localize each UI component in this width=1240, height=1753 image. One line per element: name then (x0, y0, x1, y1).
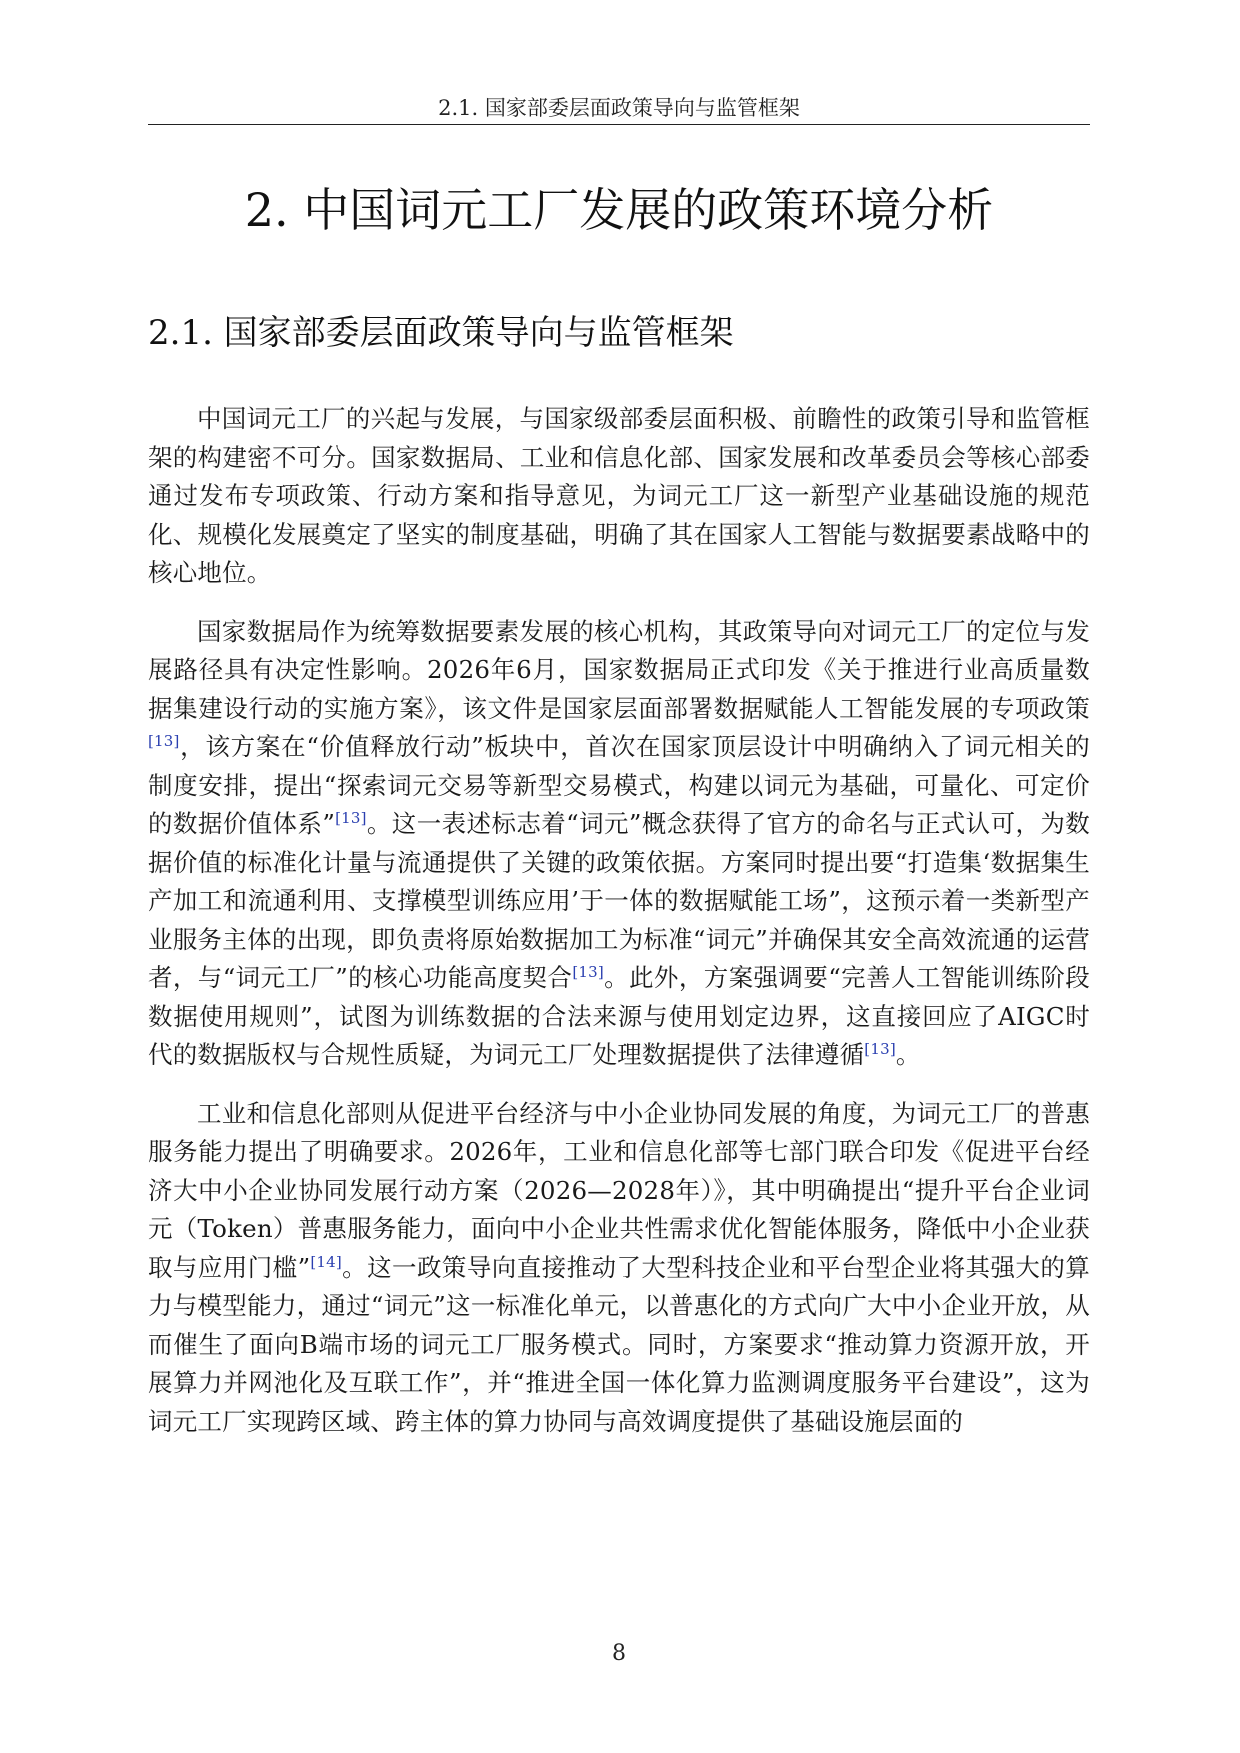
body-text (148, 400, 1090, 1461)
paragraph-text: 工业和信息化部则从促进平台经济与中小企业协同发展的角度，为词元工厂的普惠服务能力提出了明确要求。2026年，工业和信息化部等七部门联合印发《促进平台经济大中小企业协同发展行动方案（2026—2028年）》，其中明确提出“提升平台企业词元（Token）普惠服务能力，面向中小企业共性需求优化智能体服务，降低中小企业获取与应用门槛” (148, 1098, 1090, 1282)
paragraph-2 (148, 613, 1090, 1075)
paragraph-text: ，该方案在“价值释放行动”板块中，首次在国家顶层设计中明确纳入了词元相关的制度安排，提出“探索词元交易等新型交易模式，构建以词元为基础，可量化、可定价的数据价值体系” (148, 732, 1090, 838)
header-rule (148, 124, 1090, 125)
citation-link[interactable]: [13] (335, 808, 367, 827)
citation-link[interactable]: [13] (572, 962, 604, 981)
paragraph-1 (148, 400, 1090, 593)
page-number: 8 (612, 1641, 626, 1666)
citation-link[interactable]: [13] (864, 1039, 896, 1058)
citation-link[interactable]: [14] (310, 1252, 342, 1271)
paragraph-text: 国家数据局作为统筹数据要素发展的核心机构，其政策导向对词元工厂的定位与发展路径具有决定性影响。2026年6月，国家数据局正式印发《关于推进行业高质量数据集建设行动的实施方案》，该文件是国家层面部署数据赋能人工智能发展的专项政策 (148, 616, 1090, 723)
paragraph-text: 中国词元工厂的兴起与发展，与国家级部委层面积极、前瞻性的政策引导和监管框架的构建密不可分。国家数据局、工业和信息化部、国家发展和改革委员会等核心部委通过发布专项政策、行动方案和指导意见，为词元工厂这一新型产业基础设施的规范化、规模化发展奠定了坚实的制度基础，明确了其在国家人工智能与数据要素战略中的核心地位。 (148, 404, 1090, 587)
section-title: 2.1. 国家部委层面政策导向与监管框架 (148, 313, 734, 353)
paragraph-3 (148, 1095, 1090, 1442)
paragraph-text: 。这一表述标志着“词元”概念获得了官方的命名与正式认可，为数据价值的标准化计量与流通提供了关键的政策依据。方案同时提出要“打造集‘数据集生产加工和流通利用、支撑模型训练应用’于一体的数据赋能工场”，这预示着一类新型产业服务主体的出现，即负责将原始数据加工为标准“词元”并确保其安全高效流通的运营者，与“词元工厂”的核心功能高度契合 (148, 809, 1090, 992)
paragraph-text: 。此外，方案强调要“完善人工智能训练阶段数据使用规则”，试图为训练数据的合法来源与使用划定边界，这直接回应了AIGC时代的数据版权与合规性质疑，为词元工厂处理数据提供了法律遵循 (148, 963, 1090, 1069)
citation-link[interactable]: [13] (148, 731, 180, 750)
paragraph-text: 。 (895, 1040, 921, 1069)
chapter-title: 2. 中国词元工厂发展的政策环境分析 (244, 183, 994, 237)
running-header: 2.1. 国家部委层面政策导向与监管框架 (438, 96, 800, 120)
paragraph-text: 。这一政策导向直接推动了大型科技企业和平台型企业将其强大的算力与模型能力，通过“词元”这一标准化单元，以普惠化的方式向广大中小企业开放，从而催生了面向B端市场的词元工厂服务模式。同时，方案要求“推动算力资源开放，开展算力并网池化及互联工作”，并“推进全国一体化算力监测调度服务平台建设”，这为词元工厂实现跨区域、跨主体的算力协同与高效调度提供了基础设施层面的 (148, 1252, 1090, 1436)
